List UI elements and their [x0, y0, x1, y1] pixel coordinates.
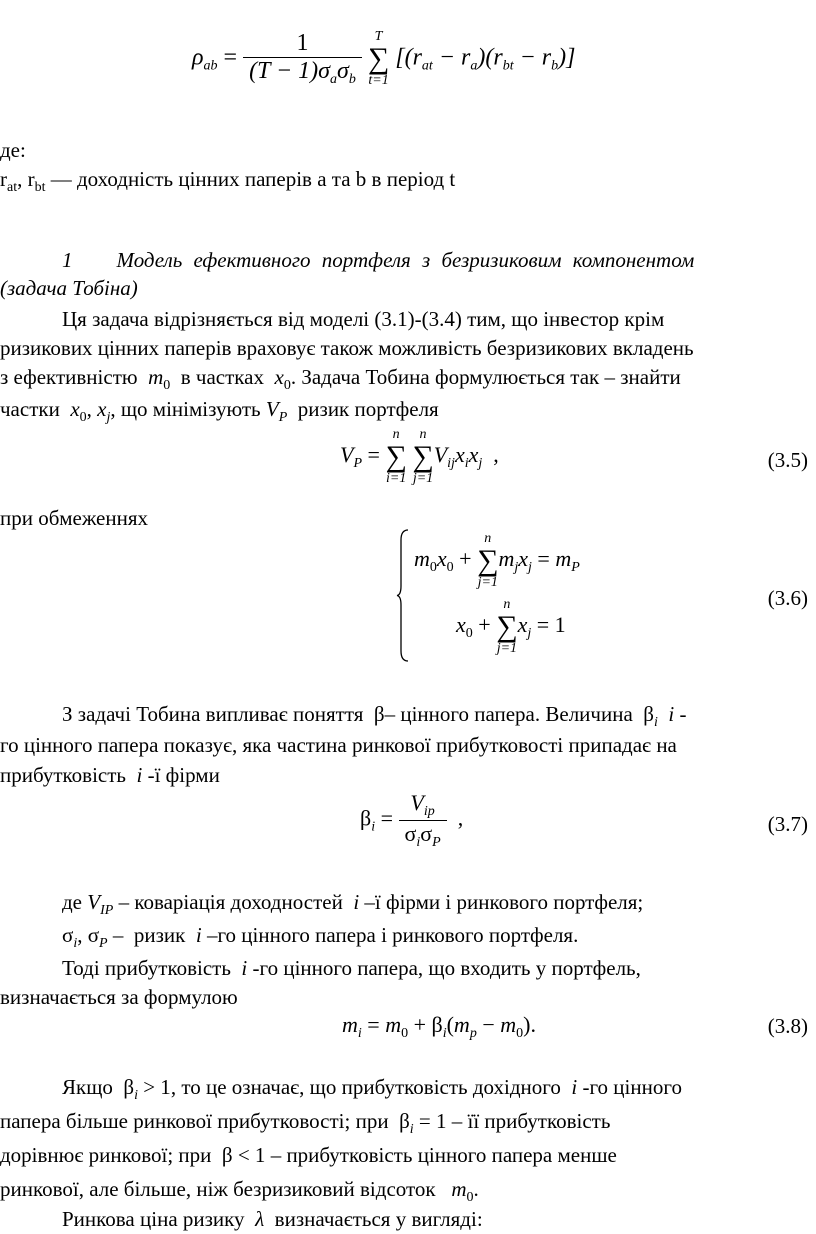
formula-correlation: $\rho_{ab}$ = $\frac{1}{(T - 1)\sigma_a\sigma_b}$ T ∑ t=1 $[(r_{at} - r_a)(r_{bt} - r_b)]$ — [192, 29, 576, 88]
equation-3-7: $\beta_i$ = $\frac{V_{ip}}{\sigma_i\sigma_P}$ , — [360, 790, 464, 850]
equation-3-8: $m_i = m_0 + \beta_i(m_p - m_0)$. — [342, 1012, 536, 1041]
paragraph-line: визначається за формулою — [0, 985, 238, 1009]
where-label: де: — [0, 138, 26, 162]
paragraph-line: ринкової, але більше, ніж безризиковий відсоток $m_0$. — [0, 1177, 479, 1205]
paragraph-line: дорівнює ринкової; при β < 1 – прибутковість цінного папера менше — [0, 1143, 617, 1167]
equation-number: (3.6) — [767, 586, 808, 610]
paragraph-line: прибутковість i -ї фірми — [0, 763, 220, 787]
section-heading-line2: (задача Тобіна) — [0, 276, 138, 300]
paragraph-line: $\sigma_i$, $\sigma_P$ – ризик i –го цінного папера і ринкового портфеля. — [62, 923, 579, 951]
paragraph-line: папера більше ринкової прибутковості; при $\beta_i = 1$ – її прибутковість — [0, 1109, 611, 1137]
equation-3-5: $V_P$ = n ∑ i=1 n ∑ j=1 $V_{ij}x_ix_j$ , — [340, 427, 499, 486]
equation-number: (3.7) — [767, 812, 808, 836]
definition-line: $r_{at}$, $r_{bt}$ — доходність цінних паперів a та b в період t — [0, 167, 456, 195]
paragraph-line: Тоді прибутковість i -го цінного папера, що входить у портфель, — [62, 956, 641, 980]
equation-number: (3.8) — [767, 1014, 808, 1038]
equation-3-6-line1: $m_0x_0$ + n ∑ j=1 $m_jx_j = m_P$ — [414, 531, 580, 590]
constraints-label: при обмеженнях — [0, 506, 149, 530]
paragraph-line: З задачі Тобина випливає поняття β– цінного папера. Величина $\beta_i$ i - — [62, 702, 687, 730]
paragraph-line: частки $x_0$, $x_j$, що мінімізують $V_P$ ризик портфеля — [0, 397, 439, 425]
paragraph-line: Якщо $\beta_i > 1$, то це означає, що прибутковість дохідного i -го цінного — [62, 1075, 682, 1103]
paragraph-line: Ринкова ціна ризику λ визначається у вигляді: — [62, 1207, 483, 1231]
section-heading: 1 Модель ефективного портфеля з безризиковим компонентом — [62, 248, 695, 272]
equation-3-6-line2: $x_0$ + n ∑ j=1 $x_j = 1$ — [456, 597, 566, 656]
paragraph-line: го цінного папера показує, яка частина ринкової прибутковості припадає на — [0, 733, 677, 757]
paragraph-line: Ця задача відрізняється від моделі (3.1)-(3.4) тим, що інвестор крім — [62, 307, 665, 331]
equation-number: (3.5) — [767, 448, 808, 472]
paragraph-line: де $V_{IP}$ – коваріація доходностей i –ї фірми і ринкового портфеля; — [62, 890, 644, 918]
brace-icon — [396, 528, 410, 663]
paragraph-line: ризикових цінних паперів враховує також можливість безризикових вкладень — [0, 336, 694, 360]
paragraph-line: з ефективністю $m_0$ в частках $x_0$. Задача Тобина формулюється так – знайти — [0, 365, 681, 393]
